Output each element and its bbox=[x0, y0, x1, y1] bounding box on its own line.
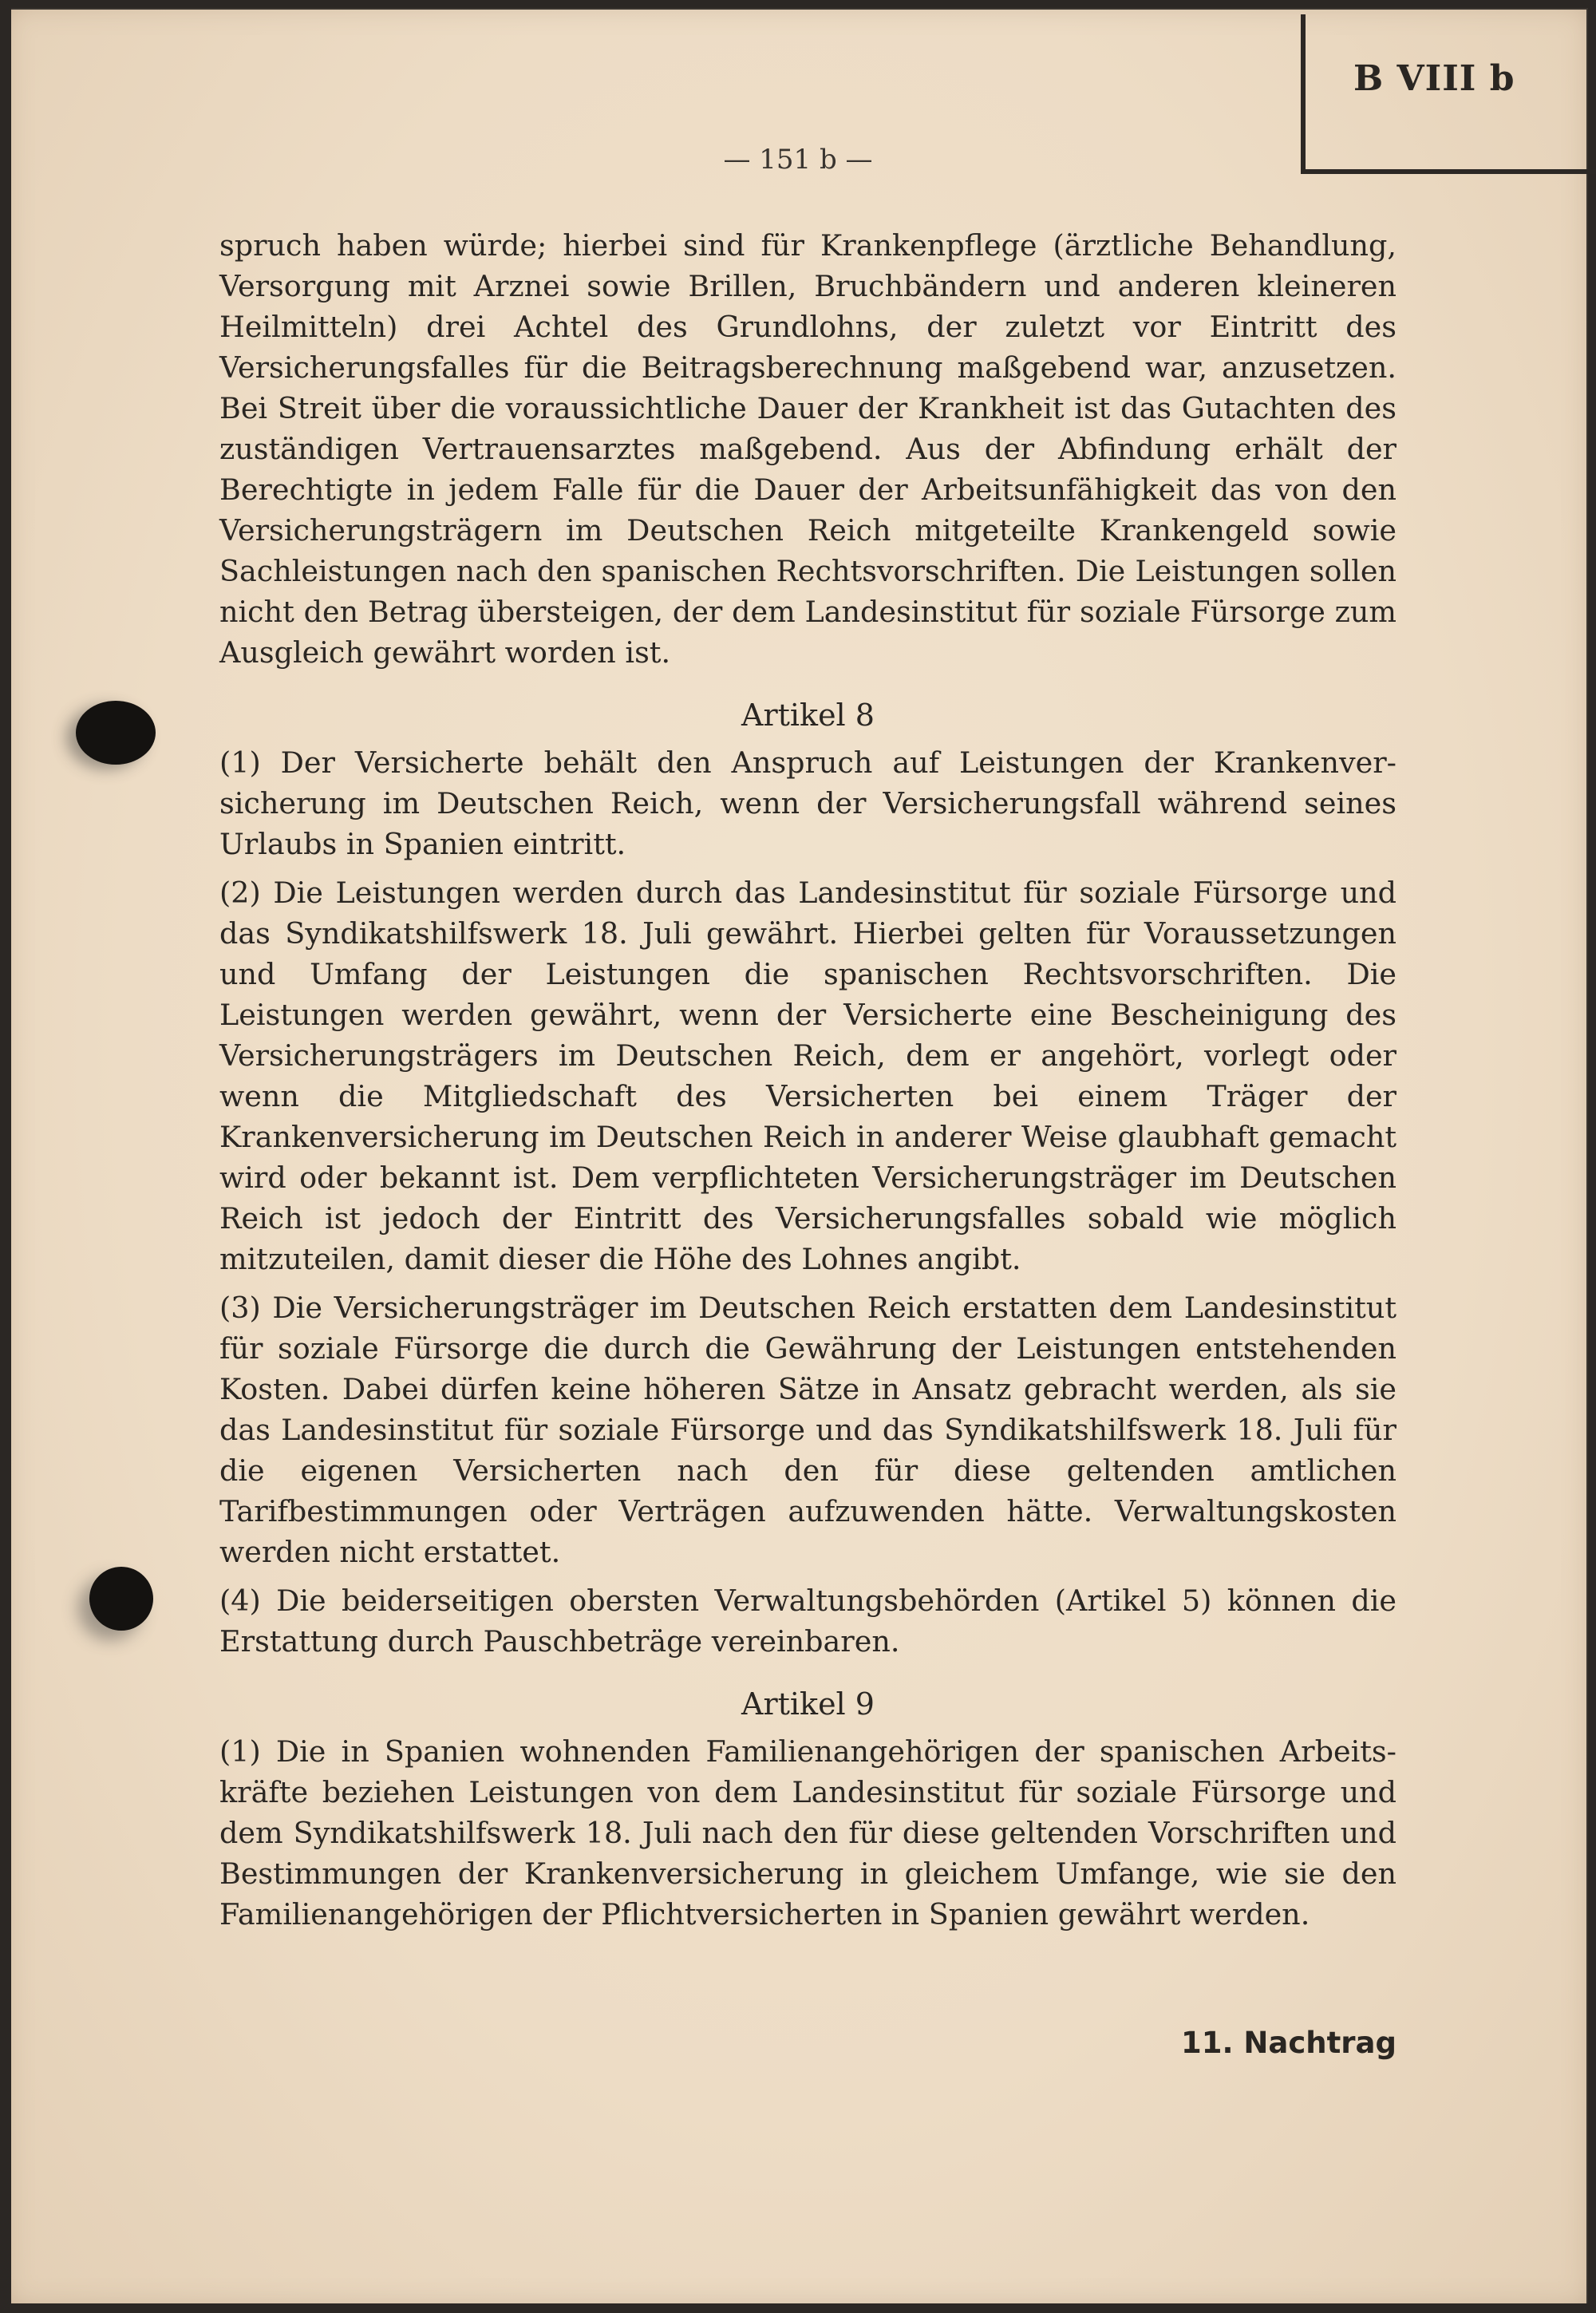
article-9-paragraph-1: (1) Die in Spanien wohnenden Familienangehörigen der spanischen Arbeitskräfte beziehen Leistungen von dem Landesinstitut für soziale Fürsorge und dem Syndikatshilfswerk 18. Juli nach den für diese geltenden Vorschriften und Bestimmungen der Krankenversicherung in gleichem Umfange, wie sie den Familienangehörigen der Pflichtversicherten in Spanien gewährt werden. bbox=[219, 1734, 1396, 1931]
article-9-heading: Artikel 9 bbox=[741, 1686, 875, 1722]
article-8-paragraph-2: (2) Die Leistungen werden durch das Landesinstitut für soziale Fürsorge und das Syndikatshilfswerk 18. Juli gewährt. Hierbei gelten für Voraussetzungen und Umfang der Leistungen die spanischen Rechtsvorschriften. Die Leistungen werden gewährt, wenn der Versicherte eine Bescheinigung des Versicherungsträgers im Deutschen Reich, dem er angehört, vorlegt oder wenn die Mitgliedschaft des Versicherten bei einem Träger der Krankenversicherung im Deutschen Reich in anderer Weise glaubhaft gemacht wird oder bekannt ist. Dem verpflichteten Versicherungsträger im Deutschen Reich ist jedoch der Eintritt des Versicherungsfalles sobald wie möglich mitzuteilen, damit dieser die Höhe des Lohnes angibt. bbox=[219, 876, 1396, 1276]
supplement-label: 11. Nachtrag bbox=[1180, 2026, 1396, 2060]
article-8-paragraph-4: (4) Die beiderseitigen obersten Verwaltungsbehörden (Artikel 5) können die Erstattung durch Pauschbeträge vereinbaren. bbox=[219, 1584, 1396, 1659]
article-8-paragraph-3: (3) Die Versicherungsträger im Deutschen Reich erstatten dem Landesinstitut für soziale Fürsorge die durch die Gewährung der Leistungen entstehenden Kosten. Dabei dürfen keine höheren Sätze in Ansatz gebracht werden, als sie das Landesinstitut für soziale Fürsorge und das Syndikatshilfswerk 18. Juli für die eigenen Versicherten nach den für diese geltenden amtlichen Tarifbestimmungen oder Verträgen aufzuwenden hätte. Verwaltungskosten werden nicht erstattet. bbox=[219, 1291, 1396, 1569]
punch-hole-icon bbox=[89, 1567, 153, 1631]
article-8-heading: Artikel 8 bbox=[741, 698, 875, 733]
scan-edge-left bbox=[0, 0, 11, 2313]
article-8-paragraph-1: (1) Der Versicherte behält den Anspruch auf Leistungen der Krankenversicherung im Deutschen Reich, wenn der Versicherungsfall während seines Urlaubs in Spanien eintritt. bbox=[219, 745, 1396, 861]
document-body bbox=[219, 225, 1396, 1943]
scan-edge-bottom bbox=[0, 2303, 1596, 2313]
scan-edge-top bbox=[0, 0, 1596, 8]
scan-edge-right bbox=[1588, 0, 1596, 2313]
section-tab-label: B VIII b bbox=[1353, 58, 1515, 99]
intro-paragraph: spruch haben würde; hierbei sind für Krankenpflege (ärztliche Behandlung, Versorgung mit Arznei sowie Brillen, Bruchbändern und anderen kleineren Heilmitteln) drei Achtel des Grundlohns, der zuletzt vor Eintritt des Versicherungsfalles für die Beitragsberechnung maßgebend war, anzusetzen. Bei Streit über die voraussichtliche Dauer der Krankheit ist das Gutachten des zuständigen Vertrauensarztes maßgebend. Aus der Abfindung erhält der Berechtigte in jedem Falle für die Dauer der Arbeitsunfähigkeit das von den Versicherungsträgern im Deutschen Reich mitgeteilte Krankengeld sowie Sachleistungen nach den spanischen Rechtsvorschriften. Die Leistungen sollen nicht den Betrag übersteigen, der dem Landesinstitut für soziale Fürsorge zum Ausgleich gewährt worden ist. bbox=[219, 228, 1396, 670]
punch-hole-icon bbox=[76, 701, 156, 765]
page-number: — 151 b — bbox=[723, 144, 873, 176]
